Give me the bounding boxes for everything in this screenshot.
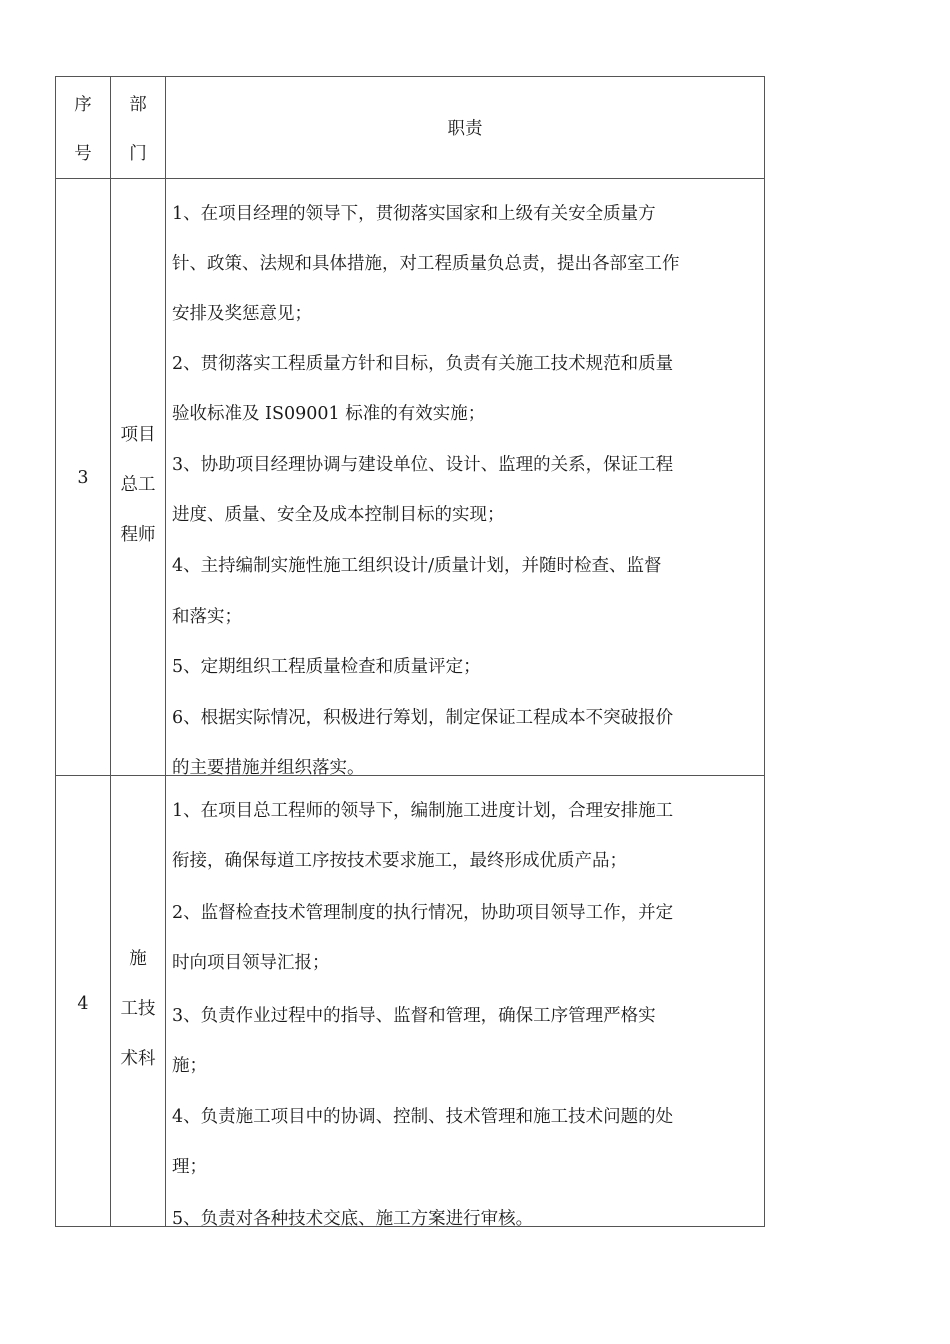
- row-seq-number: 3: [77, 468, 89, 488]
- duty-line: 5、负责对各种技术交底、施工方案进行审核。: [172, 1209, 534, 1226]
- duty-cell: [166, 179, 764, 775]
- table-border-right: [764, 76, 765, 1227]
- duty-line: 3、协助项目经理协调与建设单位、设计、监理的关系，保证工程: [172, 455, 674, 475]
- row-dept-line: 工技: [120, 999, 156, 1019]
- duty-line: 1、在项目经理的领导下，贯彻落实国家和上级有关安全质量方: [172, 204, 656, 224]
- table-border-left: [55, 76, 56, 1227]
- duty-line: 验收标准及 IS09001 标准的有效实施；: [172, 404, 486, 424]
- row-dept-line: 施: [129, 949, 147, 969]
- duty-line: 衔接，确保每道工序按技术要求施工，最终形成优质产品；: [172, 851, 627, 871]
- header-duty-label: 职责: [447, 119, 483, 139]
- duty-line: 4、负责施工项目中的协调、控制、技术管理和施工技术问题的处: [172, 1107, 674, 1127]
- duty-line: 时向项目领导汇报；: [172, 953, 330, 973]
- duty-line: 3、负责作业过程中的指导、监督和管理，确保工序管理严格实: [172, 1006, 656, 1026]
- duty-line: 和落实；: [172, 607, 242, 627]
- duty-line: 4、主持编制实施性施工组织设计/质量计划，并随时检查、监督: [172, 556, 662, 576]
- duty-line: 针、政策、法规和具体措施，对工程质量负总责，提出各部室工作: [172, 254, 680, 274]
- row-dept-line: 总工: [120, 475, 156, 495]
- row-dept-line: 程师: [120, 525, 156, 545]
- header-dept-char-1: 部: [129, 95, 147, 115]
- header-dept-char-2: 门: [129, 144, 147, 164]
- duty-line: 5、定期组织工程质量检查和质量评定；: [172, 657, 481, 677]
- duty-line: 理；: [172, 1157, 207, 1177]
- duty-line: 的主要措施并组织落实。: [172, 758, 365, 775]
- duty-cell: [166, 776, 764, 1226]
- table-border-top: [55, 76, 765, 77]
- table-border-bottom: [55, 1226, 765, 1227]
- header-seq-char-1: 序: [74, 95, 92, 115]
- duty-line: 1、在项目总工程师的领导下，编制施工进度计划，合理安排施工: [172, 801, 674, 821]
- duty-line: 进度、质量、安全及成本控制目标的实现；: [172, 505, 505, 525]
- duty-line: 安排及奖惩意见；: [172, 304, 312, 324]
- duty-line: 2、监督检查技术管理制度的执行情况，协助项目领导工作，并定: [172, 903, 674, 923]
- row-seq-number: 4: [77, 994, 89, 1014]
- duty-line: 施；: [172, 1056, 207, 1076]
- header-seq-char-2: 号: [74, 144, 92, 164]
- row-dept-line: 项目: [120, 425, 156, 445]
- row-dept-line: 术科: [120, 1049, 156, 1069]
- duty-line: 6、根据实际情况，积极进行筹划，制定保证工程成本不突破报价: [172, 708, 674, 728]
- duty-line: 2、贯彻落实工程质量方针和目标，负责有关施工技术规范和质量: [172, 354, 674, 374]
